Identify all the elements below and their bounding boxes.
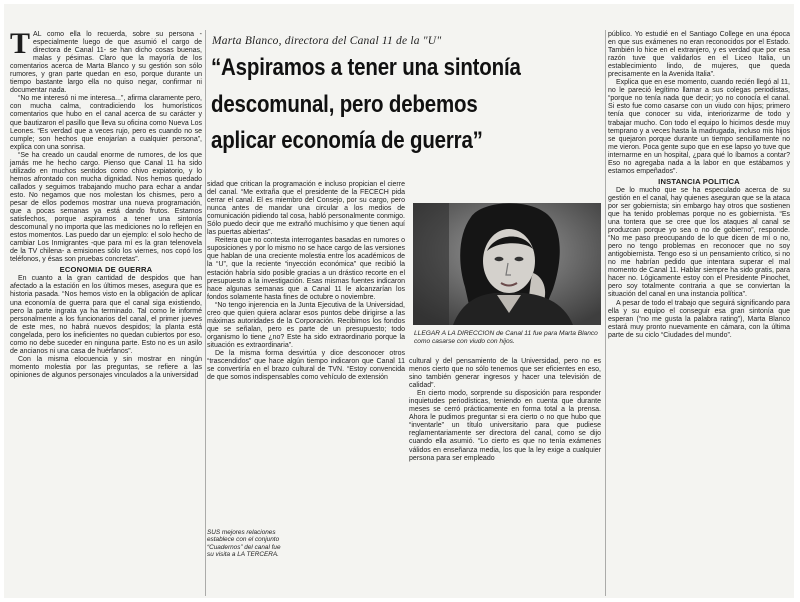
article-paragraph: público. Yo estudié en el Santiago College en una época en que sus exámenes no eran reconocidos por el Estado. También lo hice en el extranjero, y es verdad que por esa razón tuve que validarlos en el Liceo Italia, un establecimiento lindo, de mujeres, que queda precisamente en la Avenida Italia”. [608,31,790,79]
column-divider [205,30,206,596]
headline-line: descomunal, pero debemos [211,90,478,118]
article-paragraph: En cierto modo, sorprende su disposición para responder inquietudes periodísticas, teniendo en cuenta que durante meses se cerró prácticamente en forma total a la prensa. Ahora le pudimos preguntar si era cierto o no que hubo que “inventarle” un título universitario para que pudiese reglamentariamente ser directora del canal, como se dijo cuando ella asumió. “Lo cierto es que no tenía exámenes válidos en enseñanza media, los que la ley exige a cualquier persona para ser empleado [409,390,601,462]
article-column-1 [10,27,202,380]
article-paragraph: Explica que en ese momento, cuando recién llegó al 11, no le pareció legítimo llamar a sus colegas periodistas, “porque no tenía nada que decir; yo no conocía el canal. Si esto fue como casarse con un viudo con hijos; primero tenía que conocer su vida, interiorizarme de todo y trabajar mucho. Con todo el equipo lo hicimos desde muy temprano y a veces hasta la madrugada, incluso mis hijos se quejaron porque durante un tiempo sencillamente no me vieron. Poca gente supo que en ese lapso yo tuve que internarme en un hospital, ¿para qué lo íbamos a contar? Eso no agregaba nada a la labor en que estábamos y estamos empeñados”. [608,79,790,175]
article-paragraph [10,27,202,95]
headline-line: “Aspiramos a tener una sintonía [211,54,521,81]
article-paragraph: “No me interesó ni me interesa...”, afirma claramente pero, con mucha calma, contradiciendo los humorísticos comentarios que hubo en el canal acerca de su carácter y que bautizaron el pasillo que lleva su oficina como Nueva Los Leones. “Es verdad que a veces rujo, pero es cuando no se cumple; son hechos que enojarían a cualquier persona”, explica con una sonrisa. [10,95,202,151]
paragraph-text: AL como ella lo recuerda, sobre su persona -especialmente luego de que asumió el cargo de directora de Canal 11- se han dicho cosas buenas, malas y pésimas. Claro que la mayoría de los comentarios acerca de Marta Blanco y su gestión son sólo rumores, y gran parte quedan en eso, porque durante un tiempo bastante largo ella no quiso negar, confirmar ni documentar nada. [10,31,202,95]
portrait-photo [413,203,601,325]
newspaper-clipping [4,4,794,598]
column-divider [605,30,606,596]
article-paragraph: Reitera que no contesta interrogantes basadas en rumores o suposiciones y por lo mismo no se hace cargo de las versiones que hablan de una creciente molestia entre los académicos de la “U”, que la reciente “inyección económica” que recibió la estación habría sido posible gracias a un drástico recorte en el presupuesto a la investigación. Esas mismas fuentes indicaron hace algunas semanas que a Canal 11 le alcanzarían los fondos solamente hasta fines de octubre o noviembre. [207,237,405,301]
section-heading: INSTANCIA POLITICA [658,176,740,186]
headline [211,50,548,160]
drop-cap: T [10,27,31,60]
article-paragraph: sidad que critican la programación e incluso propician el cierre del canal. “Me extraña que el presidente de la FECECH pida cerrar el canal. El es miembro del Consejo, por su cargo, pero nunca antes de mandar una circular a los medios de comunicación pidiendo tal cosa, habló personalmente conmigo. Sólo puedo decir que me extrañó muchísimo y que tienen aquí las puertas abiertas”. [207,181,405,237]
article-paragraph: En cuanto a la gran cantidad de despidos que han afectado a la estación en los últimos meses, asegura que es historia pasada. “Nos hemos visto en la obligación de aplicar una economía de guerra para que el canal siga existiendo, pero la parte ingrata ya ha terminado. Tal como le informé personalmente a los funcionarios del canal, el primer jueves de este mes, no habrá nuevos despidos; la planta está congelada, pero los ineficientes no quedan cubiertos por eso, como no debe suceder en ninguna parte. Esto no es un asilo de ancianos ni una casa de huérfanos”. [10,275,202,355]
article-column-3 [409,358,601,463]
section-heading: ECONOMIA DE GUERRA [59,265,153,275]
article-paragraph: “Se ha creado un caudal enorme de rumores, de los que jamás me he hecho cargo. Pienso que Canal 11 ha sido utilizado en muchos sentidos como chivo expiatorio, y lo hemos afrontado con mucha dignidad. Nos hemos quedado callados y seguimos trabajando mucho para echar a andar esto. No negamos que nos molestan los chismes, pero a pesar de ellos podemos mostrar una nueva programación, que a pocas semanas ya está dando frutos. Estamos satisfechos, porque aspiramos a tener una sintonía descomunal y no importa que las mediciones no lo reflejen en estos momentos. Las puedo dar un ejemplo: el solo hecho de cambiar Los Inmigrantes -que para mí es la gran telenovela de la TV chilena- a emisiones sólo los viernes, nos copó los teléfonos, y ésas son pruebas concretas”. [10,151,202,264]
photo-caption: LLEGAR A LA DIRECCION de Canal 11 fue para Marta Blanco como casarse con viudo con hijos. [414,330,598,345]
article-paragraph: Con la misma elocuencia y sin mostrar en ningún momento molestia por las preguntas, se refiere a las opiniones de algunos personajes vinculados a la universidad [10,355,202,379]
article-kicker: Marta Blanco, directora del Canal 11 de la "U" [212,35,442,47]
article-paragraph: cultural y del pensamiento de la Universidad, pero no es menos cierto que no sólo tenemos que ser eficientes en eso, sino también generar ingresos y hacer una televisión de calidad”. [409,358,601,390]
article-paragraph: De lo mucho que se ha especulado acerca de su gestión en el canal, hay quienes aseguran que se la ataca por ser gobiernista; sin embargo hay otros que sostienen que ha tenido problemas porque no es gobiernista. “Es una tontera que se cree que los ataques al canal se produzcan porque yo sea o no de gobierno”, responde. “No me paso preocupando de lo que dicen de mí o no, pero no tengo problemas en reconocer que no soy antigobiernista. Tengo eso si un pensamiento crítico, si no no me habrían pedido que intentara superar el mal momento de Canal 11. Hablar siempre ha sido gratis, para hacer no. Lógicamente estoy con el Presidente Pinochet, pero soy totalmente contraria a que se conviertan la situación del canal en una instancia política”. [608,186,790,299]
article-column-2 [207,181,405,382]
headline-line: aplicar economía de guerra” [211,127,483,154]
article-column-4 [608,31,790,340]
portrait-image [413,203,601,325]
secondary-caption: SUS mejores relaciones establece con el conjunto “Cuadernos” del canal fue su visita a LA TERCERA. [207,529,281,559]
article-paragraph: “No tengo injerencia en la Junta Ejecutiva de la Universidad, creo que quien quiera aclarar esos puntos debe dirigirse a las máximas autoridades de la Corporación. Recibimos los fondos que se señalan, pero es parte de un presupuesto; todo organismo lo tiene ¿no? Este ha sido extraordinario porque la situación es extraordinaria”. [207,301,405,349]
article-paragraph: A pesar de todo el trabajo que seguirá significando para ella y su equipo el conseguir esa gran sintonía que esperan (“no me gusta la palabra rating”), Marta Blanco estará muy pronto nuevamente en cámara, con la última parte de su ciclo “Ciudades del mundo”. [608,299,790,339]
article-paragraph: De la misma forma desvirtúa y dice desconocer otros “trascendidos” que hace algún tiempo indicaron que Canal 11 se convertiría en el brazo cultural de TVN. “Estoy convencida de que somos indispensables como vehículo de extensión [207,349,405,382]
